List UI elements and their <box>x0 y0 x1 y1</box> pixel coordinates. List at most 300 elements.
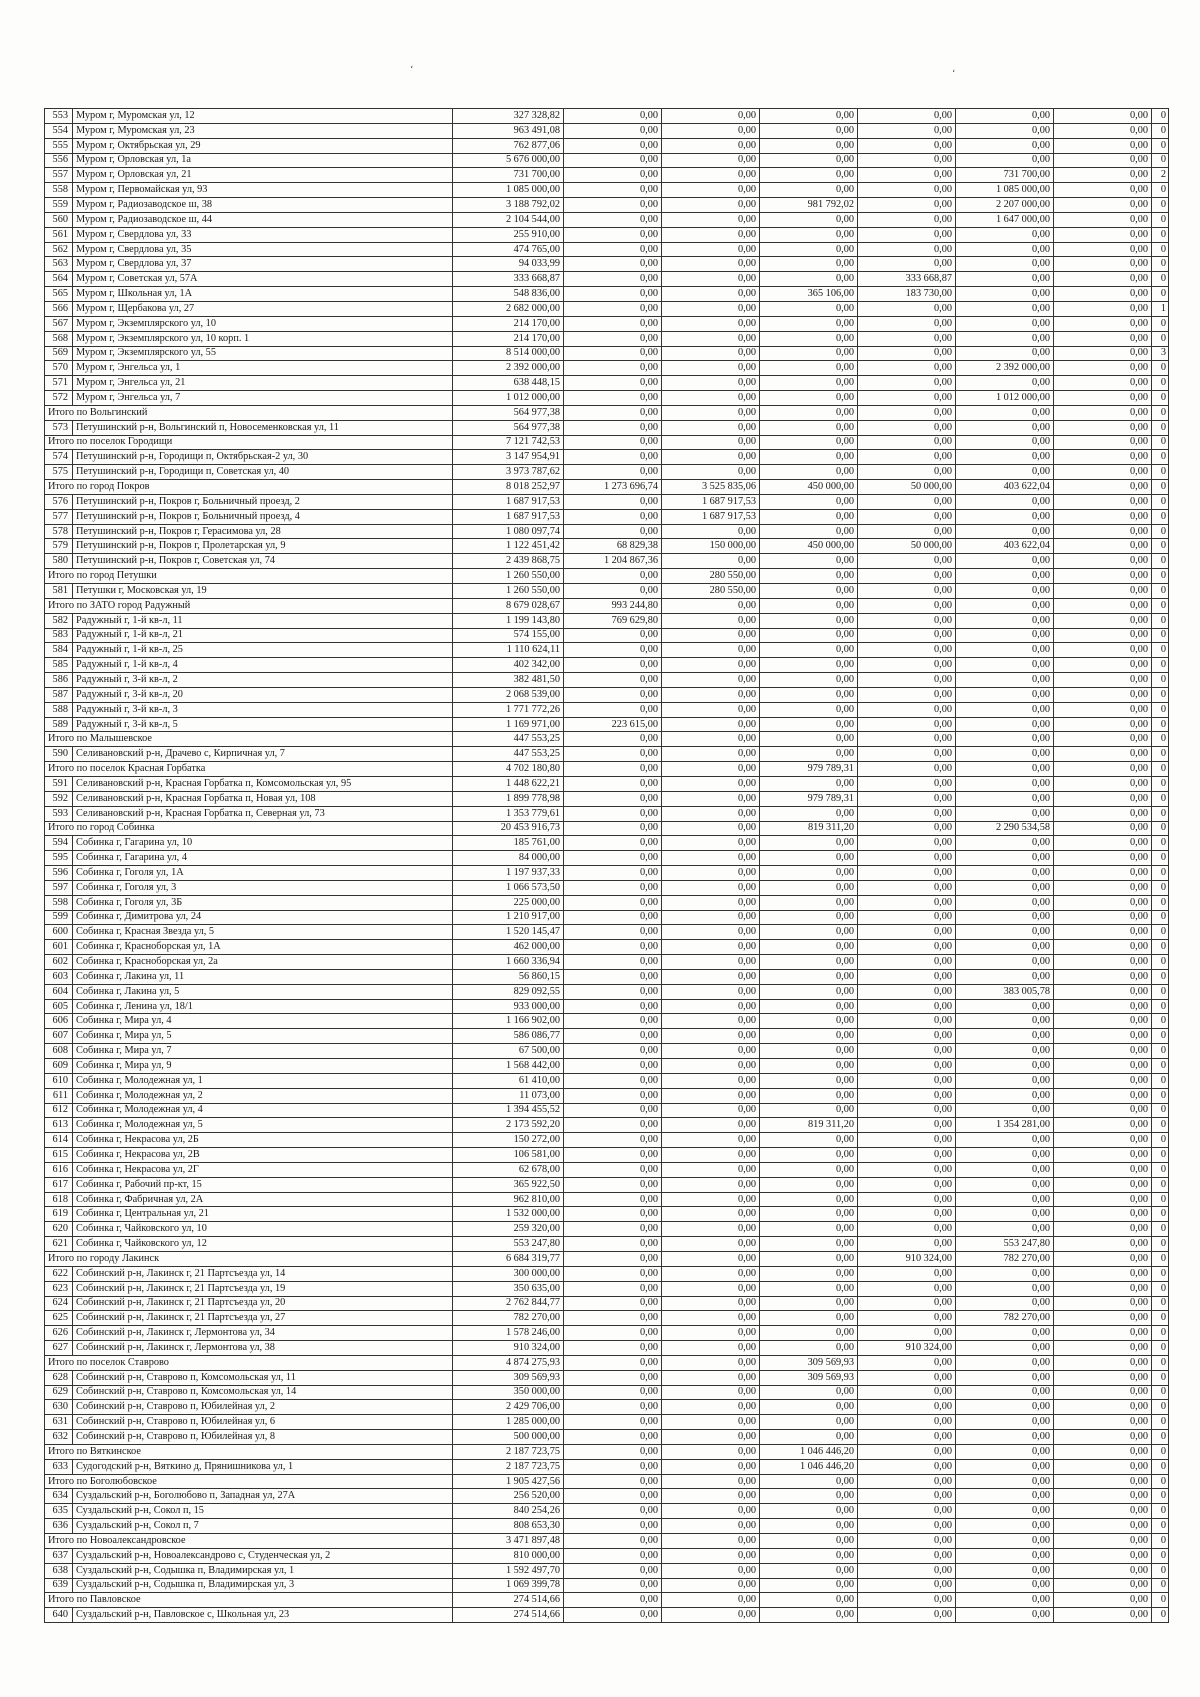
total-amount-cell: 8 514 000,00 <box>453 346 564 361</box>
row-number: 577 <box>45 509 73 524</box>
amount-cell: 0,00 <box>662 554 760 569</box>
address-cell: Суздальский р-н, Содышка п, Владимирская ул, 3 <box>73 1578 453 1593</box>
amount-cell: 0,00 <box>858 509 956 524</box>
table-row <box>45 836 1169 851</box>
total-amount-cell: 1 260 550,00 <box>453 584 564 599</box>
amount-cell: 0,00 <box>760 747 858 762</box>
address-cell: Муром г, Экземплярского ул, 10 <box>73 316 453 331</box>
amount-cell: 782 270,00 <box>956 1251 1054 1266</box>
total-amount-cell: 3 471 897,48 <box>453 1534 564 1549</box>
address-cell: Радужный г, 1-й кв-л, 25 <box>73 643 453 658</box>
amount-cell: 2 392 000,00 <box>956 361 1054 376</box>
address-cell: Муром г, Радиозаводское ш, 38 <box>73 198 453 213</box>
count-cell: 0 <box>1152 1088 1169 1103</box>
table-row <box>45 969 1169 984</box>
table-row <box>45 168 1169 183</box>
row-number: 634 <box>45 1489 73 1504</box>
amount-cell: 0,00 <box>564 1474 662 1489</box>
amount-cell: 0,00 <box>564 287 662 302</box>
amount-cell: 0,00 <box>662 1251 760 1266</box>
amount-cell: 0,00 <box>662 1014 760 1029</box>
table-row <box>45 287 1169 302</box>
amount-cell: 0,00 <box>564 1044 662 1059</box>
count-cell: 0 <box>1152 1281 1169 1296</box>
amount-cell: 0,00 <box>760 1281 858 1296</box>
total-amount-cell: 1 520 145,47 <box>453 925 564 940</box>
amount-cell: 450 000,00 <box>760 539 858 554</box>
row-number: 556 <box>45 153 73 168</box>
amount-cell: 0,00 <box>760 910 858 925</box>
amount-cell: 0,00 <box>1054 1326 1152 1341</box>
amount-cell: 0,00 <box>564 1563 662 1578</box>
amount-cell: 0,00 <box>564 376 662 391</box>
address-cell: Муром г, Свердлова ул, 35 <box>73 242 453 257</box>
amount-cell: 0,00 <box>1054 598 1152 613</box>
amount-cell: 0,00 <box>564 1444 662 1459</box>
table-row <box>45 1326 1169 1341</box>
amount-cell: 0,00 <box>1054 1400 1152 1415</box>
amount-cell: 0,00 <box>956 138 1054 153</box>
amount-cell: 0,00 <box>662 361 760 376</box>
address-cell: Собинка г, Молодежная ул, 5 <box>73 1118 453 1133</box>
count-cell: 0 <box>1152 1296 1169 1311</box>
total-amount-cell: 1 085 000,00 <box>453 183 564 198</box>
amount-cell: 0,00 <box>564 1370 662 1385</box>
amount-cell: 0,00 <box>858 569 956 584</box>
row-number: 609 <box>45 1059 73 1074</box>
amount-cell: 0,00 <box>1054 1192 1152 1207</box>
count-cell: 0 <box>1152 673 1169 688</box>
row-number: 591 <box>45 776 73 791</box>
total-amount-cell: 1 532 000,00 <box>453 1207 564 1222</box>
subtotal-label: Итого по Боголюбовское <box>45 1474 453 1489</box>
row-number: 605 <box>45 999 73 1014</box>
count-cell: 2 <box>1152 168 1169 183</box>
address-cell: Радужный г, 1-й кв-л, 4 <box>73 658 453 673</box>
amount-cell: 0,00 <box>564 1593 662 1608</box>
count-cell: 0 <box>1152 1311 1169 1326</box>
count-cell: 1 <box>1152 301 1169 316</box>
amount-cell: 50 000,00 <box>858 539 956 554</box>
count-cell: 0 <box>1152 123 1169 138</box>
amount-cell: 0,00 <box>858 1578 956 1593</box>
address-cell: Муром г, Энгельса ул, 1 <box>73 361 453 376</box>
amount-cell: 0,00 <box>564 183 662 198</box>
table-row <box>45 257 1169 272</box>
table-row <box>45 1415 1169 1430</box>
amount-cell: 0,00 <box>1054 465 1152 480</box>
amount-cell: 0,00 <box>662 969 760 984</box>
amount-cell: 0,00 <box>1054 910 1152 925</box>
amount-cell: 0,00 <box>760 940 858 955</box>
amount-cell: 0,00 <box>858 658 956 673</box>
amount-cell: 0,00 <box>564 1519 662 1534</box>
amount-cell: 0,00 <box>1054 480 1152 495</box>
row-number: 558 <box>45 183 73 198</box>
total-amount-cell: 274 514,66 <box>453 1608 564 1623</box>
address-cell: Собинский р-н, Лакинск г, 21 Партсъезда ул, 14 <box>73 1266 453 1281</box>
amount-cell: 0,00 <box>760 1548 858 1563</box>
row-number: 624 <box>45 1296 73 1311</box>
amount-cell: 0,00 <box>956 1044 1054 1059</box>
amount-cell: 0,00 <box>956 1504 1054 1519</box>
address-cell: Радужный г, 3-й кв-л, 5 <box>73 717 453 732</box>
table-row <box>45 361 1169 376</box>
table-row <box>45 494 1169 509</box>
total-amount-cell: 808 653,30 <box>453 1519 564 1534</box>
count-cell: 0 <box>1152 1385 1169 1400</box>
amount-cell: 0,00 <box>956 776 1054 791</box>
amount-cell: 0,00 <box>1054 1578 1152 1593</box>
amount-cell: 0,00 <box>662 1296 760 1311</box>
amount-cell: 0,00 <box>956 1029 1054 1044</box>
row-number: 619 <box>45 1207 73 1222</box>
total-amount-cell: 2 682 000,00 <box>453 301 564 316</box>
amount-cell: 0,00 <box>956 1073 1054 1088</box>
table-row <box>45 1311 1169 1326</box>
amount-cell: 0,00 <box>956 494 1054 509</box>
amount-cell: 0,00 <box>760 1222 858 1237</box>
amount-cell: 0,00 <box>956 435 1054 450</box>
subtotal-row <box>45 1534 1169 1549</box>
amount-cell: 0,00 <box>956 1370 1054 1385</box>
address-cell: Собинка г, Мира ул, 7 <box>73 1044 453 1059</box>
amount-cell: 819 311,20 <box>760 821 858 836</box>
amount-cell: 0,00 <box>564 687 662 702</box>
amount-cell: 0,00 <box>1054 153 1152 168</box>
amount-cell: 0,00 <box>760 1578 858 1593</box>
amount-cell: 0,00 <box>858 1415 956 1430</box>
amount-cell: 0,00 <box>858 198 956 213</box>
amount-cell: 0,00 <box>1054 539 1152 554</box>
amount-cell: 0,00 <box>858 1296 956 1311</box>
amount-cell: 0,00 <box>956 717 1054 732</box>
amount-cell: 0,00 <box>760 836 858 851</box>
table-row <box>45 717 1169 732</box>
amount-cell: 0,00 <box>956 331 1054 346</box>
address-cell: Петушинский р-н, Покров г, Больничный проезд, 4 <box>73 509 453 524</box>
total-amount-cell: 2 429 706,00 <box>453 1400 564 1415</box>
subtotal-label: Итого по Павловское <box>45 1593 453 1608</box>
row-number: 579 <box>45 539 73 554</box>
total-amount-cell: 962 810,00 <box>453 1192 564 1207</box>
amount-cell: 0,00 <box>564 1014 662 1029</box>
count-cell: 0 <box>1152 1073 1169 1088</box>
total-amount-cell: 84 000,00 <box>453 851 564 866</box>
amount-cell: 0,00 <box>564 673 662 688</box>
amount-cell: 0,00 <box>858 301 956 316</box>
amount-cell: 0,00 <box>760 1192 858 1207</box>
amount-cell: 0,00 <box>956 1162 1054 1177</box>
count-cell: 0 <box>1152 1237 1169 1252</box>
table-row <box>45 346 1169 361</box>
amount-cell: 0,00 <box>564 1177 662 1192</box>
row-number: 594 <box>45 836 73 851</box>
amount-cell: 0,00 <box>858 524 956 539</box>
amount-cell: 0,00 <box>662 1385 760 1400</box>
amount-cell: 0,00 <box>1054 1489 1152 1504</box>
total-amount-cell: 309 569,93 <box>453 1370 564 1385</box>
amount-cell: 0,00 <box>858 1474 956 1489</box>
address-cell: Собинка г, Некрасова ул, 2Б <box>73 1133 453 1148</box>
table-row <box>45 1014 1169 1029</box>
amount-cell: 0,00 <box>662 1430 760 1445</box>
total-amount-cell: 564 977,38 <box>453 420 564 435</box>
amount-cell: 0,00 <box>1054 1563 1152 1578</box>
amount-cell: 0,00 <box>1054 1370 1152 1385</box>
row-number: 603 <box>45 969 73 984</box>
count-cell: 0 <box>1152 405 1169 420</box>
amount-cell: 0,00 <box>956 376 1054 391</box>
amount-cell: 0,00 <box>1054 109 1152 124</box>
amount-cell: 0,00 <box>1054 524 1152 539</box>
amount-cell: 0,00 <box>1054 1088 1152 1103</box>
row-number: 631 <box>45 1415 73 1430</box>
amount-cell: 0,00 <box>564 1578 662 1593</box>
amount-cell: 0,00 <box>662 1177 760 1192</box>
amount-cell: 0,00 <box>1054 1608 1152 1623</box>
row-number: 629 <box>45 1385 73 1400</box>
amount-cell: 0,00 <box>1054 346 1152 361</box>
amount-cell: 0,00 <box>662 984 760 999</box>
address-cell: Муром г, Орловская ул, 1а <box>73 153 453 168</box>
amount-cell: 0,00 <box>858 1281 956 1296</box>
amount-cell: 0,00 <box>858 598 956 613</box>
subtotal-label: Итого по Вольгинский <box>45 405 453 420</box>
address-cell: Собинский р-н, Ставрово п, Юбилейная ул, 2 <box>73 1400 453 1415</box>
amount-cell: 0,00 <box>662 524 760 539</box>
subtotal-row <box>45 732 1169 747</box>
row-number: 575 <box>45 465 73 480</box>
table-row <box>45 1370 1169 1385</box>
address-cell: Собинка г, Некрасова ул, 2Г <box>73 1162 453 1177</box>
amount-cell: 0,00 <box>956 598 1054 613</box>
amount-cell: 0,00 <box>662 732 760 747</box>
row-number: 581 <box>45 584 73 599</box>
amount-cell: 1 204 867,36 <box>564 554 662 569</box>
amount-cell: 0,00 <box>858 1237 956 1252</box>
amount-cell: 0,00 <box>858 1059 956 1074</box>
amount-cell: 0,00 <box>1054 168 1152 183</box>
amount-cell: 0,00 <box>662 1489 760 1504</box>
total-amount-cell: 447 553,25 <box>453 732 564 747</box>
amount-cell: 0,00 <box>662 198 760 213</box>
amount-cell: 0,00 <box>760 524 858 539</box>
table-row <box>45 331 1169 346</box>
total-amount-cell: 1 080 097,74 <box>453 524 564 539</box>
amount-cell: 0,00 <box>760 806 858 821</box>
amount-cell: 0,00 <box>662 123 760 138</box>
amount-cell: 0,00 <box>956 1415 1054 1430</box>
count-cell: 0 <box>1152 628 1169 643</box>
amount-cell: 0,00 <box>662 717 760 732</box>
row-number: 625 <box>45 1311 73 1326</box>
table-row <box>45 658 1169 673</box>
amount-cell: 0,00 <box>956 1534 1054 1549</box>
count-cell: 0 <box>1152 1355 1169 1370</box>
amount-cell: 0,00 <box>1054 1222 1152 1237</box>
table-row <box>45 984 1169 999</box>
amount-cell: 0,00 <box>662 391 760 406</box>
address-cell: Петушинский р-н, Покров г, Пролетарская ул, 9 <box>73 539 453 554</box>
amount-cell: 0,00 <box>662 806 760 821</box>
count-cell: 0 <box>1152 554 1169 569</box>
amount-cell: 0,00 <box>858 1355 956 1370</box>
total-amount-cell: 564 977,38 <box>453 405 564 420</box>
total-amount-cell: 382 481,50 <box>453 673 564 688</box>
amount-cell: 2 207 000,00 <box>956 198 1054 213</box>
amount-cell: 0,00 <box>760 316 858 331</box>
amount-cell: 0,00 <box>956 1489 1054 1504</box>
amount-cell: 0,00 <box>858 955 956 970</box>
row-number: 554 <box>45 123 73 138</box>
total-amount-cell: 933 000,00 <box>453 999 564 1014</box>
amount-cell: 0,00 <box>956 257 1054 272</box>
total-amount-cell: 1 905 427,56 <box>453 1474 564 1489</box>
amount-cell: 0,00 <box>858 628 956 643</box>
amount-cell: 0,00 <box>956 1192 1054 1207</box>
count-cell: 0 <box>1152 1415 1169 1430</box>
row-number: 561 <box>45 227 73 242</box>
table-row <box>45 1192 1169 1207</box>
amount-cell: 0,00 <box>662 1044 760 1059</box>
amount-cell: 0,00 <box>858 242 956 257</box>
table-row <box>45 643 1169 658</box>
subtotal-row <box>45 1251 1169 1266</box>
row-number: 614 <box>45 1133 73 1148</box>
table-row <box>45 1073 1169 1088</box>
count-cell: 0 <box>1152 866 1169 881</box>
amount-cell: 0,00 <box>760 1400 858 1415</box>
amount-cell: 0,00 <box>564 643 662 658</box>
table-row <box>45 109 1169 124</box>
amount-cell: 0,00 <box>1054 494 1152 509</box>
amount-cell: 0,00 <box>564 1385 662 1400</box>
address-cell: Муром г, Экземплярского ул, 55 <box>73 346 453 361</box>
amount-cell: 0,00 <box>760 1073 858 1088</box>
table-row <box>45 1029 1169 1044</box>
row-number: 595 <box>45 851 73 866</box>
amount-cell: 0,00 <box>956 1133 1054 1148</box>
count-cell: 0 <box>1152 762 1169 777</box>
amount-cell: 0,00 <box>956 880 1054 895</box>
amount-cell: 0,00 <box>956 806 1054 821</box>
amount-cell: 0,00 <box>956 895 1054 910</box>
register-body <box>45 109 1169 1623</box>
amount-cell: 0,00 <box>760 153 858 168</box>
register-table <box>44 108 1169 1623</box>
table-row <box>45 1296 1169 1311</box>
amount-cell: 0,00 <box>760 584 858 599</box>
row-number: 574 <box>45 450 73 465</box>
count-cell: 0 <box>1152 880 1169 895</box>
amount-cell: 0,00 <box>564 940 662 955</box>
subtotal-row <box>45 480 1169 495</box>
amount-cell: 0,00 <box>858 717 956 732</box>
amount-cell: 0,00 <box>1054 955 1152 970</box>
amount-cell: 0,00 <box>564 999 662 1014</box>
amount-cell: 0,00 <box>956 613 1054 628</box>
count-cell: 0 <box>1152 687 1169 702</box>
count-cell: 0 <box>1152 969 1169 984</box>
amount-cell: 309 569,93 <box>760 1355 858 1370</box>
address-cell: Муром г, Первомайская ул, 93 <box>73 183 453 198</box>
amount-cell: 183 730,00 <box>858 287 956 302</box>
count-cell: 0 <box>1152 109 1169 124</box>
table-row <box>45 376 1169 391</box>
amount-cell: 0,00 <box>858 880 956 895</box>
row-number: 628 <box>45 1370 73 1385</box>
count-cell: 0 <box>1152 1177 1169 1192</box>
total-amount-cell: 3 188 792,02 <box>453 198 564 213</box>
amount-cell: 0,00 <box>1054 643 1152 658</box>
amount-cell: 0,00 <box>1054 1148 1152 1163</box>
amount-cell: 0,00 <box>858 1148 956 1163</box>
address-cell: Муром г, Муромская ул, 23 <box>73 123 453 138</box>
amount-cell: 0,00 <box>760 984 858 999</box>
address-cell: Муром г, Орловская ул, 21 <box>73 168 453 183</box>
amount-cell: 0,00 <box>662 1370 760 1385</box>
address-cell: Муром г, Энгельса ул, 7 <box>73 391 453 406</box>
amount-cell: 0,00 <box>564 450 662 465</box>
amount-cell: 0,00 <box>858 376 956 391</box>
total-amount-cell: 62 678,00 <box>453 1162 564 1177</box>
count-cell: 0 <box>1152 806 1169 821</box>
amount-cell: 0,00 <box>956 1266 1054 1281</box>
amount-cell: 0,00 <box>1054 1504 1152 1519</box>
amount-cell: 0,00 <box>858 1385 956 1400</box>
amount-cell: 0,00 <box>1054 851 1152 866</box>
amount-cell: 0,00 <box>564 1266 662 1281</box>
row-number: 626 <box>45 1326 73 1341</box>
address-cell: Суздальский р-н, Сокол п, 7 <box>73 1519 453 1534</box>
total-amount-cell: 462 000,00 <box>453 940 564 955</box>
total-amount-cell: 1 069 399,78 <box>453 1578 564 1593</box>
total-amount-cell: 256 520,00 <box>453 1489 564 1504</box>
row-number: 611 <box>45 1088 73 1103</box>
amount-cell: 0,00 <box>1054 1415 1152 1430</box>
amount-cell: 0,00 <box>662 1073 760 1088</box>
amount-cell: 0,00 <box>956 1281 1054 1296</box>
table-row <box>45 806 1169 821</box>
count-cell: 0 <box>1152 1519 1169 1534</box>
amount-cell: 0,00 <box>662 1400 760 1415</box>
amount-cell: 0,00 <box>956 791 1054 806</box>
total-amount-cell: 259 320,00 <box>453 1222 564 1237</box>
amount-cell: 383 005,78 <box>956 984 1054 999</box>
address-cell: Собинка г, Димитрова ул, 24 <box>73 910 453 925</box>
amount-cell: 0,00 <box>858 925 956 940</box>
amount-cell: 0,00 <box>760 1415 858 1430</box>
amount-cell: 0,00 <box>956 509 1054 524</box>
row-number: 599 <box>45 910 73 925</box>
row-number: 636 <box>45 1519 73 1534</box>
amount-cell: 0,00 <box>662 1222 760 1237</box>
amount-cell: 0,00 <box>956 762 1054 777</box>
total-amount-cell: 829 092,55 <box>453 984 564 999</box>
amount-cell: 0,00 <box>564 257 662 272</box>
amount-cell: 0,00 <box>662 776 760 791</box>
amount-cell: 0,00 <box>858 1133 956 1148</box>
count-cell: 0 <box>1152 1430 1169 1445</box>
amount-cell: 0,00 <box>1054 821 1152 836</box>
amount-cell: 0,00 <box>662 880 760 895</box>
amount-cell: 0,00 <box>662 212 760 227</box>
address-cell: Муром г, Свердлова ул, 37 <box>73 257 453 272</box>
amount-cell: 0,00 <box>1054 1593 1152 1608</box>
amount-cell: 0,00 <box>858 1207 956 1222</box>
address-cell: Радужный г, 1-й кв-л, 11 <box>73 613 453 628</box>
